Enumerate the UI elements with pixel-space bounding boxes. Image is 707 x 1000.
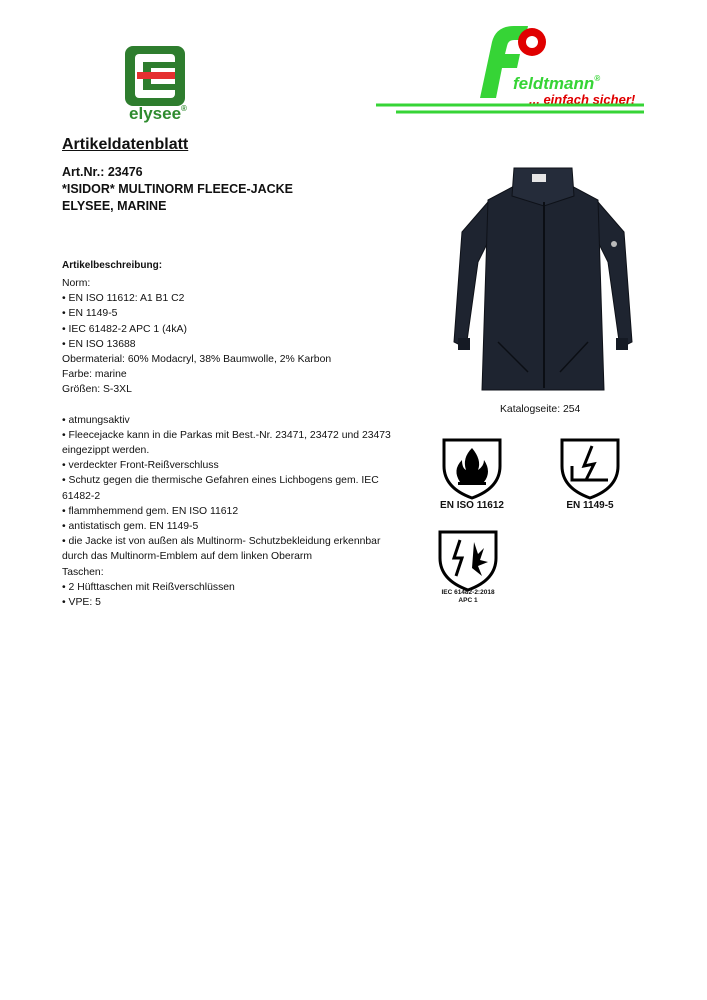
desc-line: Größen: S-3XL	[62, 384, 132, 396]
desc-line: durch das Multinorm-Emblem auf dem linken Oberarm	[62, 551, 313, 563]
article-name-line1: *ISIDOR* MULTINORM FLEECE-JACKE	[62, 182, 294, 196]
jacket-product-image	[448, 162, 638, 402]
flame-shield-icon	[436, 436, 508, 500]
desc-line: • atmungsaktiv	[62, 414, 130, 426]
feldtmann-slogan: ... einfach sicher!	[529, 92, 636, 107]
article-number: Art.Nr.: 23476	[62, 165, 143, 179]
desc-line: • EN ISO 11612: A1 B1 C2	[62, 293, 185, 305]
desc-line: • verdeckter Front-Reißverschluss	[62, 460, 219, 472]
desc-line: eingezippt werden.	[62, 445, 150, 457]
article-name-line2: ELYSEE, MARINE	[62, 199, 167, 213]
desc-line: Farbe: marine	[62, 369, 127, 381]
pictogram-label-iec-line2: APC 1	[458, 597, 478, 604]
desc-line: • 2 Hüfttaschen mit Reißverschlüssen	[62, 581, 235, 593]
desc-line: • VPE: 5	[62, 597, 101, 609]
desc-line: Norm:	[62, 278, 91, 289]
description-body	[62, 276, 392, 610]
feldtmann-swoosh-lines	[376, 100, 644, 116]
desc-line: • die Jacke ist von außen als Multinorm- Schutzbekleidung erkennbar	[62, 536, 381, 548]
pictogram-label-en-iso-11612: EN ISO 11612	[440, 500, 504, 511]
desc-line: • flammhemmend gem. EN ISO 11612	[62, 505, 239, 517]
desc-line: Obermaterial: 60% Modacryl, 38% Baumwolle, 2% Karbon	[62, 354, 332, 366]
desc-line: • Fleecejacke kann in die Parkas mit Best.-Nr. 23471, 23472 und 23473	[62, 429, 391, 441]
catalog-page: Katalogseite: 254	[500, 404, 581, 415]
desc-line: • EN 1149-5	[62, 308, 118, 320]
desc-line: • Schutz gegen die thermische Gefahren eines Lichbogens gem. IEC	[62, 475, 379, 487]
elysee-logo-text: elysee®	[129, 104, 187, 123]
antistatic-shield-icon	[554, 436, 626, 500]
feldtmann-logo-text: feldtmann®	[513, 74, 601, 93]
desc-line: • antistatisch gem. EN 1149-5	[62, 521, 199, 533]
arc-flash-shield-icon	[432, 528, 504, 592]
desc-line: Taschen:	[62, 566, 104, 578]
desc-line: 61482-2	[62, 490, 101, 502]
collar-label	[532, 174, 546, 182]
description-heading: Artikelbeschreibung:	[62, 260, 163, 271]
pictogram-label-iec-line1: IEC 61482-2:2018	[441, 589, 495, 596]
pictogram-label-iec-61482	[423, 589, 513, 605]
elysee-logo-mark	[123, 44, 187, 108]
pictogram-label-en-1149-5: EN 1149-5	[566, 500, 614, 511]
desc-line: • IEC 61482-2 APC 1 (4kA)	[62, 323, 187, 335]
document-title: Artikeldatenblatt	[62, 136, 189, 153]
desc-line: • EN ISO 13688	[62, 338, 136, 350]
